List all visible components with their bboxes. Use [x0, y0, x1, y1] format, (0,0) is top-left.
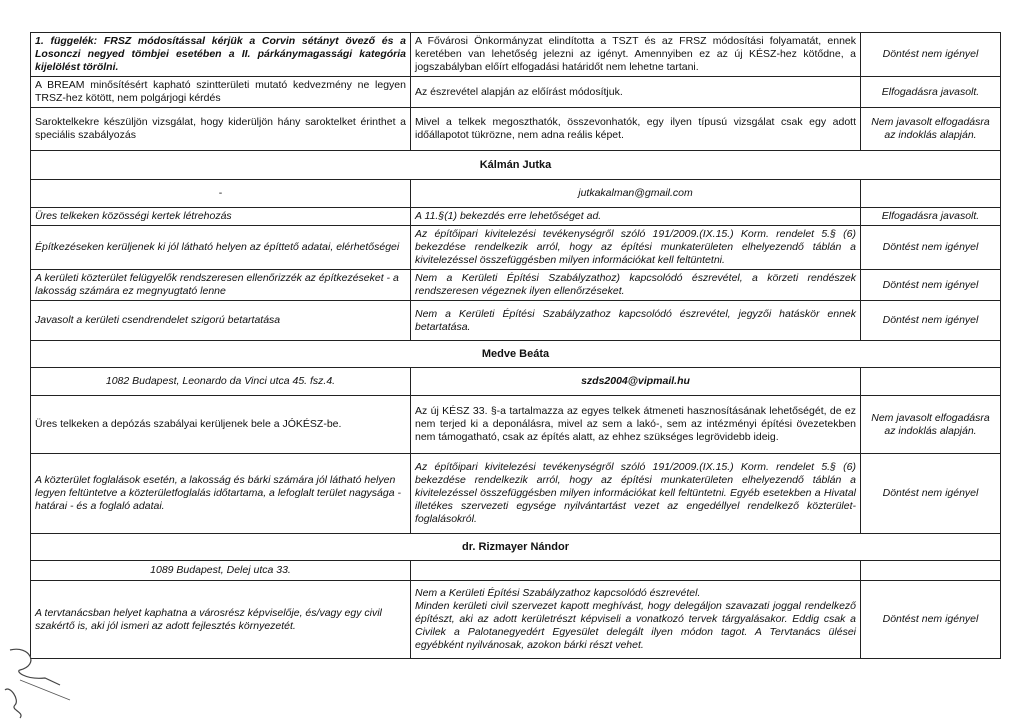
person-name: Medve Beáta — [31, 341, 1001, 368]
contact-row — [31, 368, 1001, 396]
decision-cell: Döntést nem igényel — [861, 226, 1001, 270]
person-email: jutkakalman@gmail.com — [411, 180, 861, 208]
table-row — [31, 77, 1001, 108]
person-email: szds2004@vipmail.hu — [411, 368, 861, 396]
response-note: Nem a Kerületi Építési Szabályzathoz kapcsolódó észrevétel. — [415, 587, 701, 599]
response-cell: Az észrevétel alapján az előírást módosítjuk. — [411, 77, 861, 108]
table-row — [31, 208, 1001, 226]
person-name-row — [31, 151, 1001, 180]
comment-cell: A BREAM minősítésért kapható szintterületi mutató kedvezmény ne legyen TRSZ-hez kötött, nem polgárjogi kérdés — [31, 77, 411, 108]
comment-cell: Saroktelkekre készüljön vizsgálat, hogy kiderüljön hány saroktelket érinthet a speciális szabályozás — [31, 108, 411, 151]
decision-cell: Döntést nem igényel — [861, 454, 1001, 534]
table-row — [31, 396, 1001, 454]
comment-cell: 1. függelék: FRSZ módosítással kérjük a Corvin sétányt övező és a Losonczi negyed tömbjei esetében a II. párkánymagassági kategória kijelölést törölni. — [31, 33, 411, 77]
decision-cell: Döntést nem igényel — [861, 33, 1001, 77]
person-address: 1089 Budapest, Delej utca 33. — [31, 561, 411, 581]
person-name-row — [31, 534, 1001, 561]
comment-cell: Üres telkeken a depózás szabályai kerüljenek bele a JÓKÉSZ-be. — [31, 396, 411, 454]
person-name-row — [31, 341, 1001, 368]
response-cell: Nem a Kerületi Építési Szabályzathoz kapcsolódó észrevétel, jegyzői hatáskör ennek betartatása. — [411, 301, 861, 341]
response-cell: Nem a Kerületi Építési Szabályzathoz) kapcsolódó észrevétel, a körzeti rendészek rendszeresen végeznek ilyen ellenőrzéseket. — [411, 270, 861, 301]
document-page — [30, 32, 1000, 659]
contact-row — [31, 180, 1001, 208]
table-row — [31, 108, 1001, 151]
response-cell: A 11.§(1) bekezdés erre lehetőséget ad. — [411, 208, 861, 226]
comment-cell: Üres telkeken közösségi kertek létrehozás — [31, 208, 411, 226]
response-cell — [411, 581, 861, 659]
person-address: 1082 Budapest, Leonardo da Vinci utca 45. fsz.4. — [31, 368, 411, 396]
table-row — [31, 454, 1001, 534]
handwritten-signature — [0, 640, 80, 720]
response-cell: Az építőipari kivitelezési tevékenységről szóló 191/2009.(IX.15.) Korm. rendelet 5.§ (6) bekezdése rendelkezik arról, hogy az építési munkaterületen elhelyezendő táblán a kivitelezéssel összefüggésben milyen információkat kell feltüntetni. — [411, 226, 861, 270]
response-cell: A Fővárosi Önkormányzat elindította a TSZT és az FRSZ módosítási folyamatát, ennek keretében van lehetőség jelezni az igényt. Amennyiben ez az új KÉSZ-hez kötődne, a jogszabályban előírt elfogadási határidőt nem lehetne tartani. — [411, 33, 861, 77]
comment-cell: Javasolt a kerületi csendrendelet szigorú betartatása — [31, 301, 411, 341]
comment-cell: A kerületi közterület felügyelők rendszeresen ellenőrizzék az építkezéseket - a lakosság számára ez megnyugtató lenne — [31, 270, 411, 301]
empty-cell — [861, 368, 1001, 396]
comment-cell: A közterület foglalások esetén, a lakosság és bárki számára jól látható helyen legyen feltüntetve a közterületfoglalás időtartama, a lefoglalt terület nagysága - határai - és a foglaló adatai. — [31, 454, 411, 534]
decision-cell: Elfogadásra javasolt. — [861, 77, 1001, 108]
table-row — [31, 270, 1001, 301]
decision-cell: Döntést nem igényel — [861, 301, 1001, 341]
empty-cell — [861, 180, 1001, 208]
table-row — [31, 226, 1001, 270]
comment-cell: Építkezéseken kerüljenek ki jól látható helyen az építtető adatai, elérhetőségei — [31, 226, 411, 270]
decision-cell: Döntést nem igényel — [861, 581, 1001, 659]
person-email — [411, 561, 861, 581]
comments-table — [30, 32, 1001, 659]
comment-cell: A tervtanácsban helyet kaphatna a városrész képviselője, és/vagy egy civil szakértő is, aki jól ismeri az adott fejlesztés környezetét. — [31, 581, 411, 659]
response-cell: Az új KÉSZ 33. §-a tartalmazza az egyes telkek átmeneti hasznosításának lehetőségét, de ez nem terjed ki a deponálásra, mivel az sem a lakó-, sem az intézményi építési övezetekben nem támogatható, csak az építés alatt, az ehhez szükséges legrövidebb ideig. — [411, 396, 861, 454]
response-detail: Minden kerületi civil szervezet kapott meghívást, hogy delegáljon szavazati joggal rendelkező építészt, aki az adott kerületrészt képviseli a vonatkozó tervek tárgyalásakor. Eddig csak a Civilek a Palotanegyedért Egyesület delegált ilyen módon tagot. A Tervtanács ülései egyébként nyilvánosak, azokon bárki részt vehet. — [415, 600, 856, 651]
person-name: Kálmán Jutka — [31, 151, 1001, 180]
response-cell: Az építőipari kivitelezési tevékenységről szóló 191/2009.(IX.15.) Korm. rendelet 5.§ (6) bekezdése rendelkezik arról, hogy az építési munkaterületen elhelyezendő táblán a kivitelezéssel összefüggésben milyen információkat kell feltüntetni. Egyéb esetekben a Hivatal illetékes szervezeti egysége nyilvántartást vezet az engedéllyel rendelkező közterület-foglalásokról. — [411, 454, 861, 534]
response-cell: Mivel a telkek megoszthatók, összevonhatók, egy ilyen típusú vizsgálat csak egy adott időállapotot tükrözne, nem adna reális képet. — [411, 108, 861, 151]
decision-cell: Elfogadásra javasolt. — [861, 208, 1001, 226]
decision-cell: Döntést nem igényel — [861, 270, 1001, 301]
decision-cell: Nem javasolt elfogadásra az indoklás alapján. — [861, 108, 1001, 151]
table-row — [31, 33, 1001, 77]
person-name: dr. Rizmayer Nándor — [31, 534, 1001, 561]
empty-cell — [861, 561, 1001, 581]
table-row — [31, 301, 1001, 341]
table-row — [31, 581, 1001, 659]
contact-row — [31, 561, 1001, 581]
decision-cell: Nem javasolt elfogadásra az indoklás alapján. — [861, 396, 1001, 454]
person-address: - — [31, 180, 411, 208]
